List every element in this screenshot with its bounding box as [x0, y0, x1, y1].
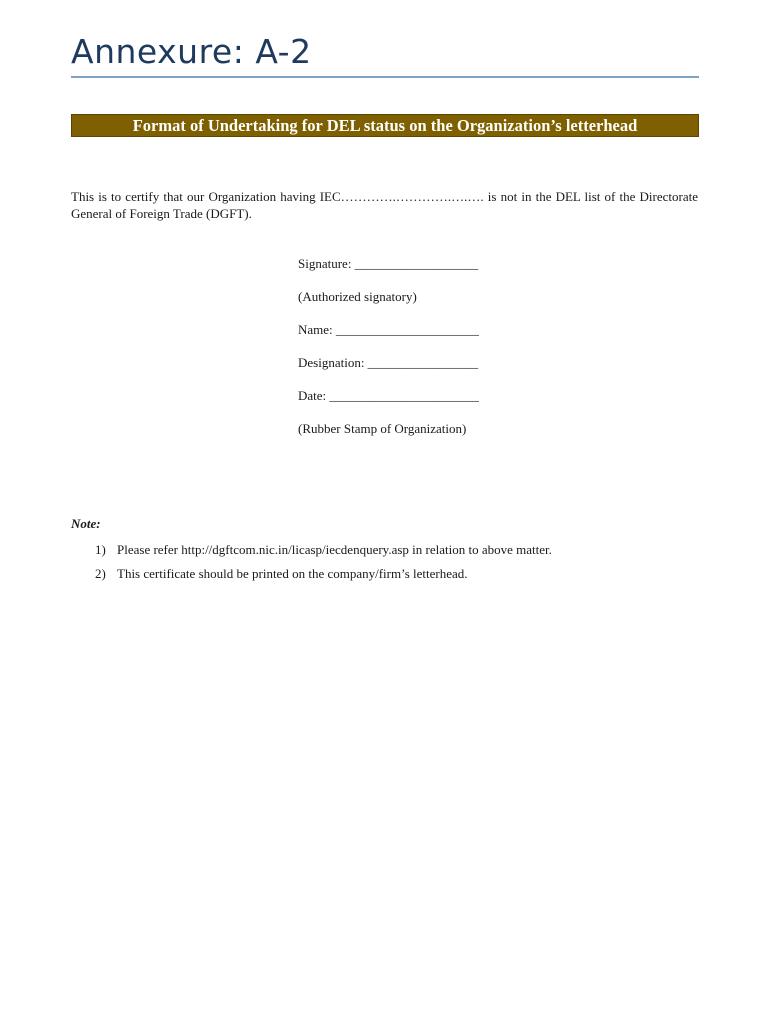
signature-field: Signature: ___________________ — [298, 256, 479, 271]
signature-block — [298, 255, 479, 453]
authorized-signatory-label: (Authorized signatory) — [298, 289, 417, 304]
rubber-stamp-label: (Rubber Stamp of Organization) — [298, 421, 467, 436]
list-item-text: Please refer http://dgftcom.nic.in/licasp/iecdenquery.asp in relation to above matter. — [117, 542, 552, 557]
name-field: Name: ______________________ — [298, 322, 479, 337]
list-item — [95, 541, 552, 565]
undertaking-format-banner: Format of Undertaking for DEL status on the Organization’s letterhead — [71, 114, 699, 137]
note-list — [95, 541, 552, 589]
list-item — [95, 565, 552, 589]
note-title: Note: — [71, 516, 101, 531]
list-item-text: This certificate should be printed on the company/firm’s letterhead. — [117, 566, 468, 581]
date-field: Date: _______________________ — [298, 388, 479, 403]
annexure-heading: Annexure: A-2 — [71, 32, 312, 71]
list-item-number: 2) — [95, 566, 106, 581]
designation-field: Designation: _________________ — [298, 355, 479, 370]
heading-divider — [71, 76, 699, 78]
list-item-number: 1) — [95, 542, 106, 557]
certification-paragraph: This is to certify that our Organization having IEC………….………….….…. is not in the DEL list of the Directorate General of Foreign Trade (DGFT). — [71, 189, 698, 221]
